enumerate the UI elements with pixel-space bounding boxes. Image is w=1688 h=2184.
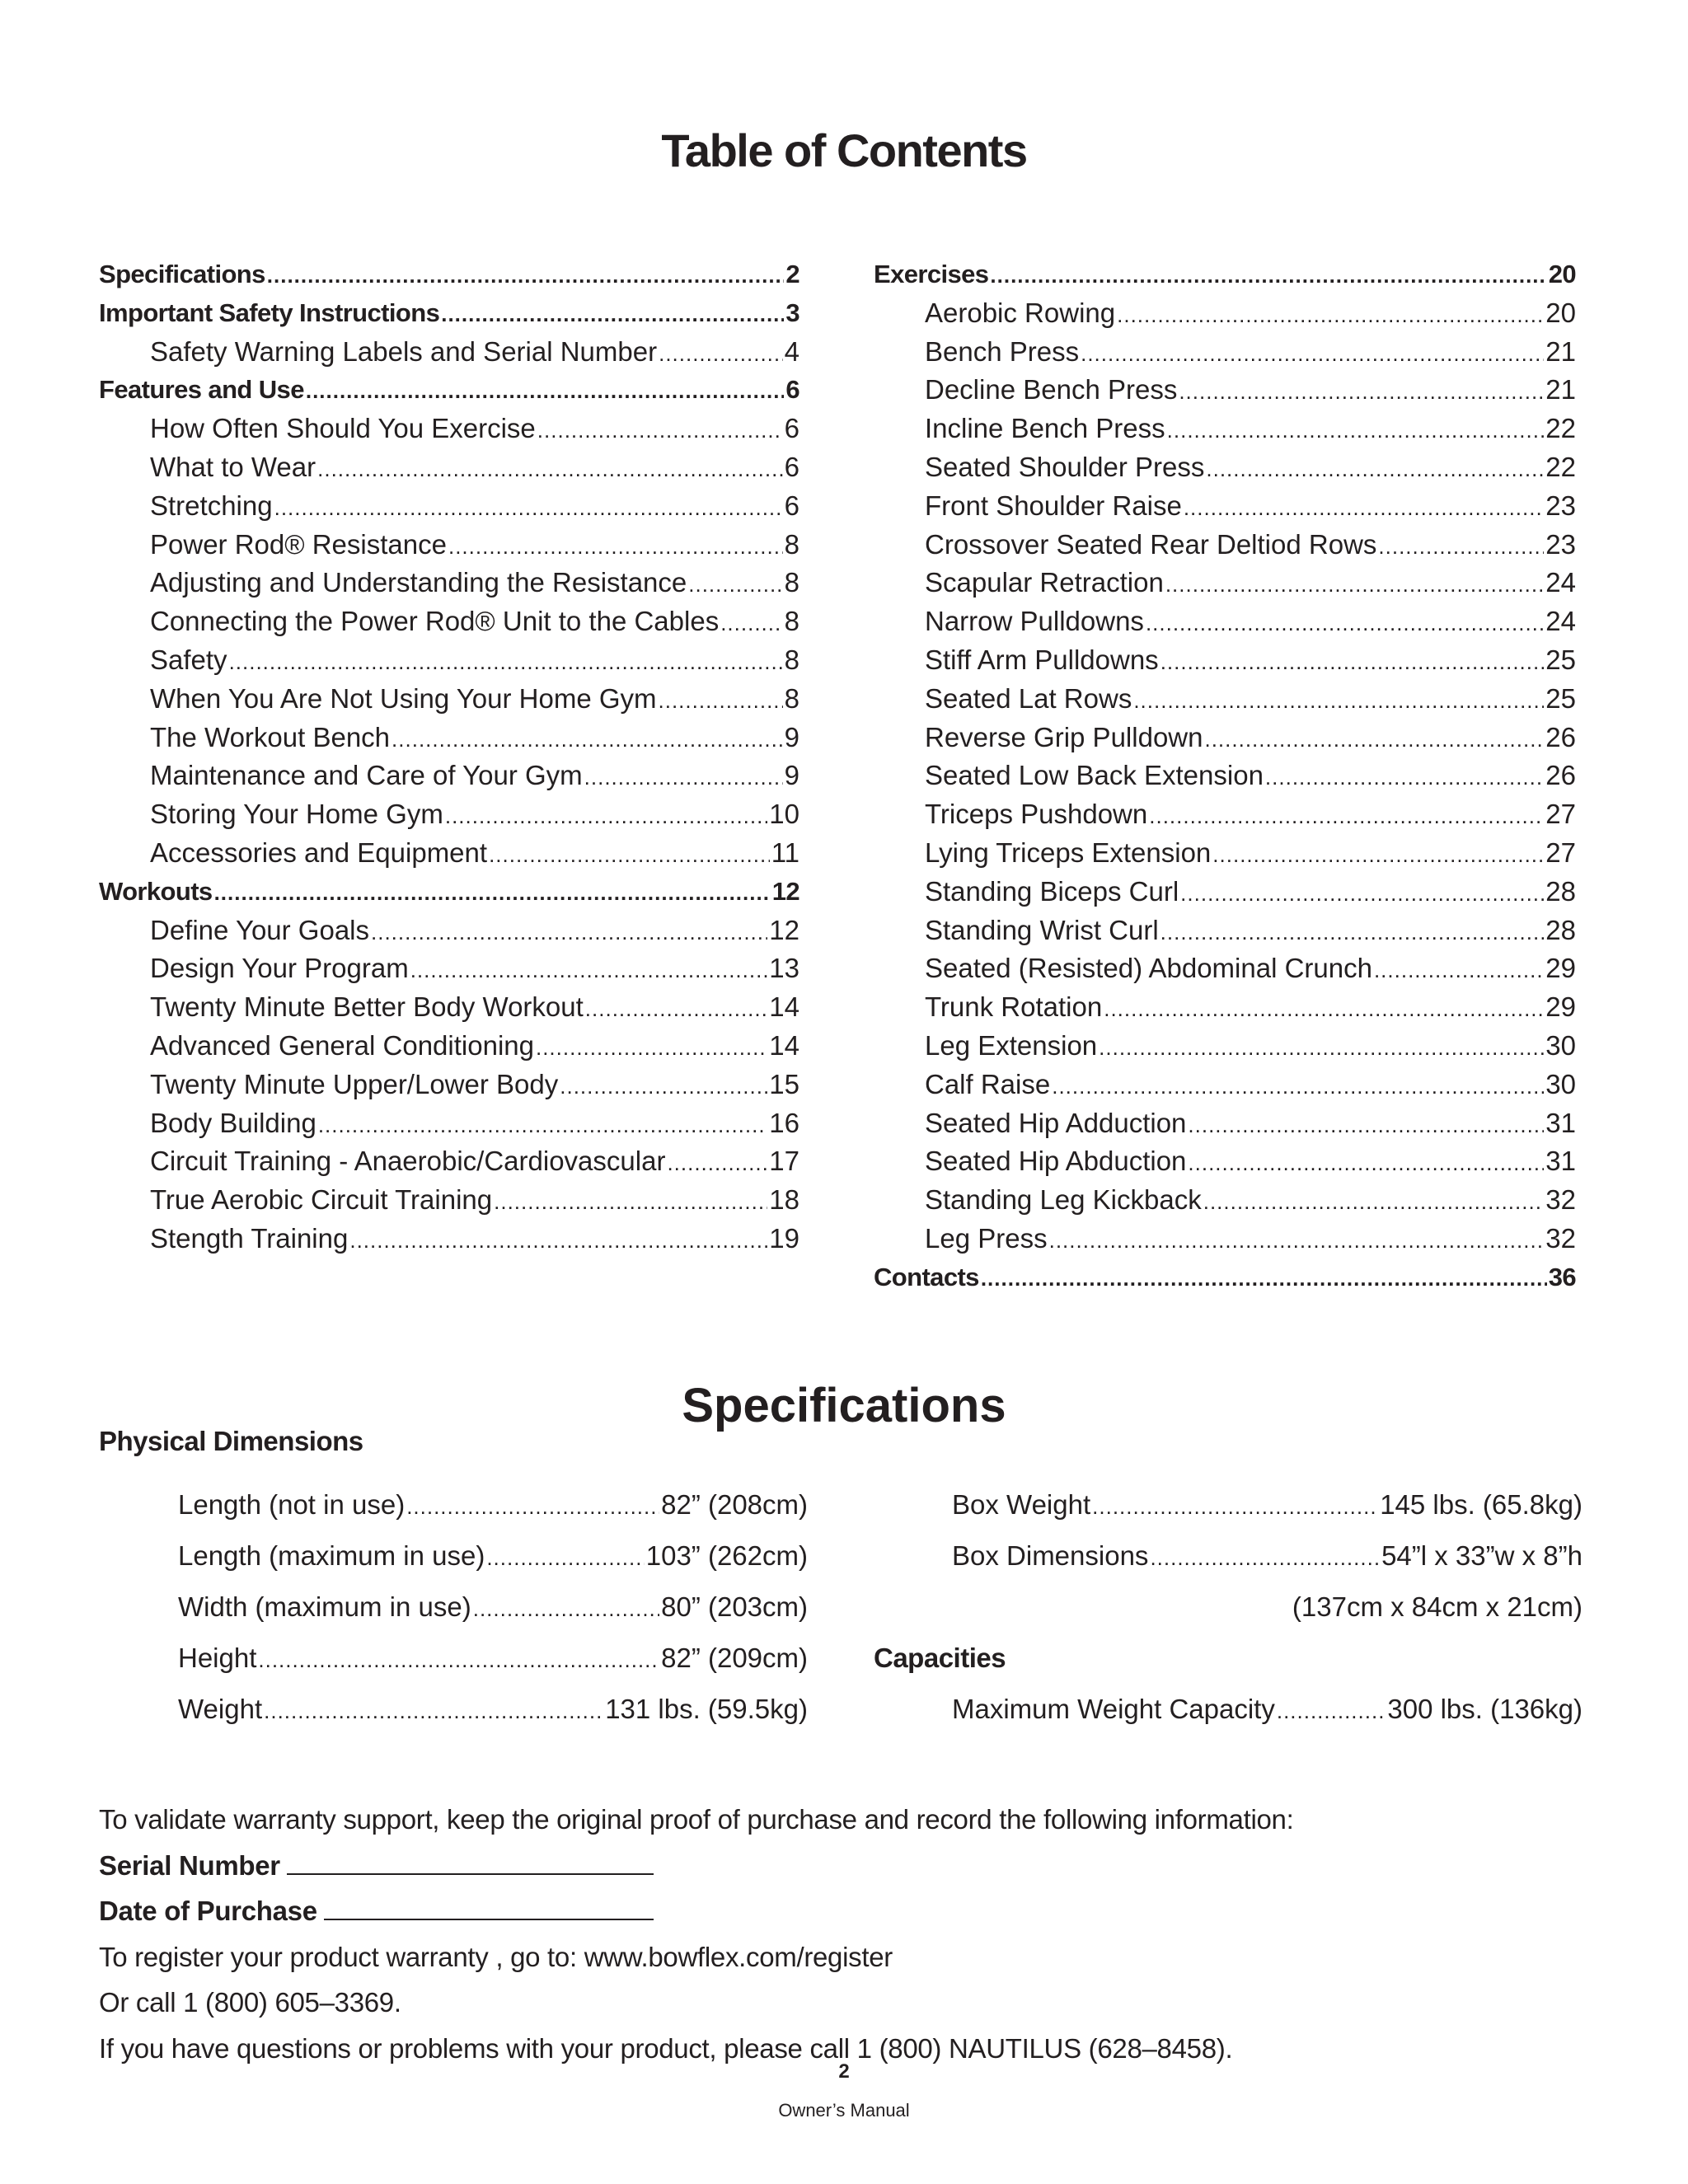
spec-row [178, 1530, 808, 1582]
toc-left-column [99, 255, 799, 1258]
toc-entry-label: Power Rod® Resistance [150, 528, 447, 560]
toc-page-number: 22 [1545, 413, 1576, 444]
dot-leader [494, 1183, 767, 1221]
toc-entry-label: Twenty Minute Upper/Lower Body [150, 1068, 559, 1099]
dot-leader [473, 1583, 659, 1634]
toc-entry-label: Circuit Training - Anaerobic/Cardiovascular [150, 1146, 666, 1177]
serial-number-label: Serial Number [99, 1849, 280, 1881]
dot-leader [306, 372, 785, 410]
dot-leader [410, 951, 768, 990]
dot-leader [441, 295, 784, 334]
dot-leader [1052, 1067, 1544, 1106]
toc-subentry [874, 988, 1576, 1027]
toc-page-number: 8 [784, 567, 799, 598]
dot-leader [585, 990, 767, 1029]
toc-page-number: 28 [1545, 914, 1576, 945]
toc-page-number: 23 [1545, 490, 1576, 521]
serial-number-blank [287, 1849, 654, 1875]
toc-subentry [99, 949, 799, 988]
toc-subentry [874, 719, 1576, 757]
dot-leader [1180, 874, 1544, 913]
toc-entry-label: Leg Extension [925, 1029, 1098, 1061]
footer-manual-label: Owner’s Manual [778, 2100, 910, 2121]
toc-subentry [874, 912, 1576, 950]
toc-page-number: 8 [784, 682, 799, 714]
toc-page-number: 27 [1545, 837, 1576, 868]
toc-entry-label: Body Building [150, 1107, 316, 1138]
dot-leader [584, 758, 783, 797]
spec-value: 54”l x 33”w x 8”h [1381, 1540, 1582, 1571]
dot-leader [659, 682, 783, 720]
toc-title: Table of Contents [661, 124, 1027, 176]
toc-subentry [99, 795, 799, 834]
dot-leader [317, 450, 783, 489]
toc-entry-label: Seated Shoulder Press [925, 451, 1205, 482]
toc-subentry [874, 1066, 1576, 1104]
dot-leader [1188, 1106, 1544, 1145]
dot-leader [1203, 1183, 1545, 1221]
dot-leader [1277, 1685, 1386, 1736]
dot-leader [1160, 643, 1545, 682]
toc-page-number: 14 [769, 991, 799, 1023]
date-of-purchase-line [99, 1888, 1582, 1934]
spec-label: Box Dimensions [952, 1540, 1149, 1571]
toc-subentry [874, 834, 1576, 873]
toc-entry-label: Front Shoulder Raise [925, 490, 1182, 521]
spec-value: 82” (209cm) [661, 1643, 808, 1673]
dot-leader [1204, 720, 1544, 759]
toc-subentry [874, 757, 1576, 795]
spec-value: 131 lbs. (59.5kg) [605, 1694, 808, 1724]
serial-number-line [99, 1843, 1582, 1889]
toc-page-number: 20 [1545, 297, 1576, 328]
toc-entry-label: True Aerobic Circuit Training [150, 1184, 493, 1216]
toc-page-number: 6 [784, 413, 799, 444]
toc-subentry [99, 834, 799, 873]
toc-page-number: 6 [785, 375, 799, 405]
toc-entry-label: Reverse Grip Pulldown [925, 721, 1203, 752]
call-line: Or call 1 (800) 605–3369. [99, 1987, 401, 2018]
toc-page-number: 3 [785, 298, 799, 327]
dot-leader [1149, 797, 1544, 836]
toc-page-number: 23 [1545, 528, 1576, 560]
toc-entry-label: The Workout Bench [150, 721, 391, 752]
dot-leader [1378, 527, 1544, 566]
spec-value: 82” (208cm) [661, 1489, 808, 1520]
spec-row [178, 1684, 808, 1735]
toc-entry-label: Safety Warning Labels and Serial Number [150, 335, 658, 367]
toc-subentry [99, 333, 799, 372]
toc-entry-label: Exercises [874, 260, 989, 288]
toc-subentry [99, 410, 799, 448]
toc-page-number: 10 [769, 799, 799, 830]
dot-leader [1049, 1221, 1545, 1260]
register-line: To register your product warranty , go to: www.bowflex.com/register [99, 1941, 893, 1972]
toc-subentry [874, 333, 1576, 372]
toc-page-number: 9 [784, 721, 799, 752]
toc-page-number: 8 [784, 644, 799, 675]
dot-leader [1212, 836, 1544, 874]
toc-entry-label: How Often Should You Exercise [150, 413, 536, 444]
spec-row [952, 1530, 1582, 1582]
dot-leader [274, 489, 783, 527]
toc-page-number: 26 [1545, 721, 1576, 752]
spec-label: Height [178, 1643, 257, 1673]
toc-page-number: 22 [1545, 451, 1576, 482]
toc-page-number: 8 [784, 528, 799, 560]
toc-page-number: 32 [1545, 1184, 1576, 1216]
toc-subentry [874, 448, 1576, 487]
toc-section-entry [99, 873, 799, 912]
toc-subentry [874, 680, 1576, 719]
toc-entry-label: Specifications [99, 260, 265, 288]
dot-leader [371, 913, 767, 952]
toc-section-entry [99, 371, 799, 410]
toc-page-number: 29 [1545, 953, 1576, 984]
dot-leader [720, 604, 782, 643]
toc-subentry [874, 371, 1576, 410]
toc-page-number: 13 [769, 953, 799, 984]
toc-subentry [874, 564, 1576, 602]
toc-page-number: 24 [1545, 567, 1576, 598]
toc-subentry [874, 410, 1576, 448]
dot-leader [1092, 1481, 1378, 1532]
dot-leader [536, 1029, 767, 1067]
spec-value: 145 lbs. (65.8kg) [1380, 1489, 1582, 1520]
spec-value: 300 lbs. (136kg) [1387, 1694, 1582, 1724]
dot-leader [448, 527, 783, 566]
toc-section-entry [99, 294, 799, 333]
toc-subentry [874, 294, 1576, 333]
toc-subentry [99, 757, 799, 795]
toc-subentry [874, 602, 1576, 641]
toc-page-number: 18 [769, 1184, 799, 1216]
toc-entry-label: Contacts [874, 1262, 979, 1291]
toc-subentry [874, 1027, 1576, 1066]
spec-label: Box Weight [952, 1489, 1091, 1520]
toc-entry-label: Important Safety Instructions [99, 298, 440, 327]
dot-leader [258, 1634, 659, 1685]
toc-page-number: 20 [1548, 260, 1576, 288]
toc-entry-label: Connecting the Power Rod® Unit to the Cables [150, 606, 720, 637]
toc-page-number: 32 [1545, 1222, 1576, 1254]
toc-entry-label: Scapular Retraction [925, 567, 1164, 598]
toc-entry-label: Incline Bench Press [925, 413, 1165, 444]
toc-entry-label: When You Are Not Using Your Home Gym [150, 682, 657, 714]
toc-page-number: 14 [769, 1029, 799, 1061]
toc-entry-label: Features and Use [99, 375, 304, 405]
toc-entry-label: Adjusting and Understanding the Resistance [150, 567, 687, 598]
box-dimensions-metric: (137cm x 84cm x 21cm) [1292, 1591, 1582, 1622]
spec-label: Maximum Weight Capacity [952, 1694, 1275, 1724]
dot-leader [1104, 990, 1544, 1029]
toc-page-number: 28 [1545, 875, 1576, 907]
toc-entry-label: Lying Triceps Extension [925, 837, 1212, 868]
toc-page-number: 6 [784, 490, 799, 521]
spec-value: 103” (262cm) [645, 1540, 808, 1571]
dot-leader [1374, 951, 1544, 990]
spec-row [178, 1582, 808, 1633]
toc-subentry [99, 1181, 799, 1220]
toc-page-number: 25 [1545, 682, 1576, 714]
warranty-section [99, 1797, 1582, 2071]
toc-page-number: 6 [784, 451, 799, 482]
toc-entry-label: Accessories and Equipment [150, 837, 488, 868]
dot-leader [560, 1067, 767, 1106]
dot-leader [1188, 1144, 1544, 1183]
toc-entry-label: Seated Lat Rows [925, 682, 1132, 714]
toc-page-number: 31 [1545, 1146, 1576, 1177]
toc-subentry [99, 1104, 799, 1143]
toc-subentry [99, 487, 799, 526]
physical-dimensions-list [178, 1479, 808, 1735]
toc-subentry [874, 1142, 1576, 1181]
toc-subentry [99, 680, 799, 719]
toc-subentry [99, 1142, 799, 1181]
toc-subentry [874, 949, 1576, 988]
toc-subentry [99, 1027, 799, 1066]
toc-entry-label: Standing Biceps Curl [925, 875, 1179, 907]
toc-page-number: 11 [771, 837, 799, 868]
toc-page-number: 19 [769, 1222, 799, 1254]
toc-subentry [874, 1181, 1576, 1220]
spec-value: 80” (203cm) [661, 1591, 808, 1622]
toc-section-entry [99, 255, 799, 294]
dot-leader [1206, 450, 1544, 489]
dot-leader [318, 1106, 767, 1145]
dot-leader [1117, 296, 1544, 335]
dot-leader [1146, 604, 1544, 643]
physical-dimensions-heading: Physical Dimensions [99, 1426, 363, 1456]
toc-entry-label: Workouts [99, 876, 213, 906]
toc-entry-label: Storing Your Home Gym [150, 799, 443, 830]
toc-entry-label: Crossover Seated Rear Deltiod Rows [925, 528, 1377, 560]
spec-row [952, 1479, 1582, 1530]
toc-page-number: 15 [769, 1068, 799, 1099]
dot-leader [406, 1481, 659, 1532]
toc-page-number: 4 [784, 335, 799, 367]
dot-leader [489, 836, 770, 874]
toc-page-number: 8 [784, 606, 799, 637]
toc-right-column [874, 255, 1576, 1297]
toc-entry-label: What to Wear [150, 451, 316, 482]
toc-entry-label: Maintenance and Care of Your Gym [150, 760, 583, 791]
toc-page-number: 30 [1545, 1068, 1576, 1099]
dot-leader [1150, 1532, 1380, 1583]
questions-line: If you have questions or problems with your product, please call 1 (800) NAUTILUS (628–8458). [99, 2032, 1233, 2064]
toc-page-number: 36 [1548, 1262, 1576, 1291]
toc-entry-label: Bench Press [925, 335, 1080, 367]
spec-label: Length (not in use) [178, 1489, 406, 1520]
dot-leader [1265, 758, 1544, 797]
dot-leader [264, 1685, 603, 1736]
spec-row [952, 1684, 1582, 1735]
dot-leader [688, 565, 782, 604]
dot-leader [1099, 1029, 1544, 1067]
toc-entry-label: Aerobic Rowing [925, 297, 1116, 328]
toc-subentry [99, 526, 799, 565]
toc-page-number: 21 [1545, 335, 1576, 367]
toc-entry-label: Calf Raise [925, 1068, 1051, 1099]
spec-label: Width (maximum in use) [178, 1591, 471, 1622]
toc-subentry [874, 487, 1576, 526]
dot-leader [537, 411, 783, 450]
toc-entry-label: Stretching [150, 490, 273, 521]
toc-entry-label: Stength Training [150, 1222, 349, 1254]
toc-page-number: 21 [1545, 374, 1576, 405]
toc-subentry [874, 526, 1576, 565]
toc-page-number: 30 [1545, 1029, 1576, 1061]
dot-leader [990, 256, 1546, 295]
toc-section-entry [874, 255, 1576, 294]
date-of-purchase-blank [324, 1894, 654, 1920]
page-number: 2 [838, 2060, 850, 2083]
toc-subentry [874, 1220, 1576, 1258]
toc-entry-label: Twenty Minute Better Body Workout [150, 991, 584, 1023]
dot-leader [445, 797, 767, 836]
toc-subentry [99, 988, 799, 1027]
toc-page-number: 31 [1545, 1107, 1576, 1138]
toc-entry-label: Safety [150, 644, 227, 675]
dot-leader [1184, 489, 1544, 527]
dot-leader [392, 720, 783, 759]
toc-page-number: 24 [1545, 606, 1576, 637]
toc-subentry [874, 795, 1576, 834]
box-specs-list [952, 1479, 1582, 1582]
toc-entry-label: Design Your Program [150, 953, 409, 984]
toc-page-number: 12 [769, 914, 799, 945]
toc-page-number: 25 [1545, 644, 1576, 675]
dot-leader [659, 335, 783, 373]
toc-entry-label: Triceps Pushdown [925, 799, 1148, 830]
toc-subentry [99, 912, 799, 950]
toc-entry-label: Standing Wrist Curl [925, 914, 1159, 945]
toc-section-entry [874, 1258, 1576, 1297]
toc-entry-label: Leg Press [925, 1222, 1048, 1254]
toc-entry-label: Trunk Rotation [925, 991, 1103, 1023]
toc-page-number: 12 [771, 876, 799, 906]
dot-leader [981, 1259, 1547, 1298]
toc-entry-label: Stiff Arm Pulldowns [925, 644, 1159, 675]
toc-subentry [99, 1066, 799, 1104]
toc-subentry [874, 873, 1576, 912]
dot-leader [1133, 682, 1544, 720]
toc-subentry [874, 641, 1576, 680]
dot-leader [486, 1532, 644, 1583]
dot-leader [267, 256, 785, 295]
dot-leader [349, 1221, 767, 1260]
toc-entry-label: Narrow Pulldowns [925, 606, 1144, 637]
toc-subentry [99, 602, 799, 641]
toc-subentry [99, 564, 799, 602]
dot-leader [1165, 565, 1544, 604]
toc-entry-label: Advanced General Conditioning [150, 1029, 534, 1061]
dot-leader [1160, 913, 1545, 952]
toc-subentry [99, 1220, 799, 1258]
toc-entry-label: Seated Hip Abduction [925, 1146, 1187, 1177]
spec-label: Length (maximum in use) [178, 1540, 485, 1571]
toc-page-number: 26 [1545, 760, 1576, 791]
capacities-heading: Capacities [874, 1643, 1006, 1673]
dot-leader [1179, 373, 1544, 411]
toc-page-number: 16 [769, 1107, 799, 1138]
toc-subentry [99, 448, 799, 487]
dot-leader [229, 643, 783, 682]
toc-entry-label: Seated Low Back Extension [925, 760, 1264, 791]
specifications-title: Specifications [682, 1379, 1006, 1432]
toc-entry-label: Decline Bench Press [925, 374, 1178, 405]
toc-entry-label: Seated (Resisted) Abdominal Crunch [925, 953, 1372, 984]
toc-subentry [99, 641, 799, 680]
dot-leader [214, 874, 771, 912]
toc-page-number: 29 [1545, 991, 1576, 1023]
spec-label: Weight [178, 1694, 263, 1724]
toc-page-number: 27 [1545, 799, 1576, 830]
spec-row [178, 1479, 808, 1530]
dot-leader [667, 1144, 767, 1183]
toc-subentry [874, 1104, 1576, 1143]
toc-page-number: 2 [785, 260, 799, 288]
warranty-intro: To validate warranty support, keep the original proof of purchase and record the following information: [99, 1804, 1294, 1835]
toc-page-number: 9 [784, 760, 799, 791]
date-of-purchase-label: Date of Purchase [99, 1896, 317, 1926]
dot-leader [1167, 411, 1545, 450]
dot-leader [1081, 335, 1544, 373]
capacity-list [952, 1684, 1582, 1735]
toc-entry-label: Standing Leg Kickback [925, 1184, 1202, 1216]
toc-entry-label: Seated Hip Adduction [925, 1107, 1187, 1138]
toc-entry-label: Define Your Goals [150, 914, 370, 945]
spec-row [178, 1633, 808, 1684]
toc-page-number: 17 [769, 1146, 799, 1177]
toc-subentry [99, 719, 799, 757]
